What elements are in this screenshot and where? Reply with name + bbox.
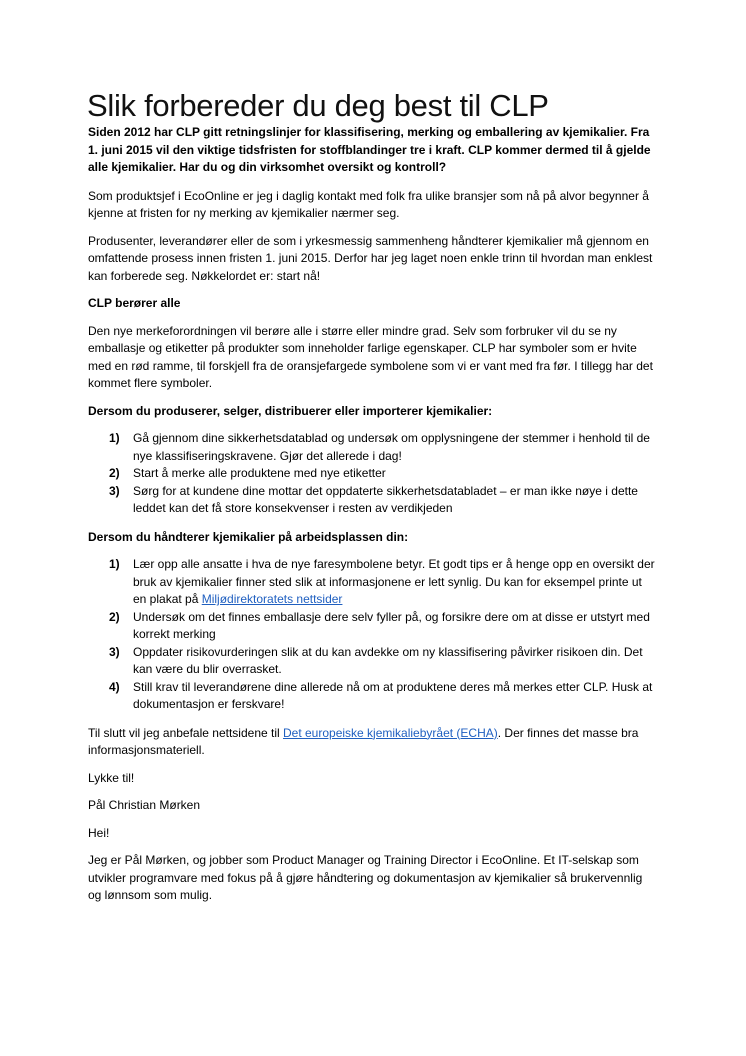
list-number: 1) xyxy=(109,431,120,445)
miljodirektoratet-link[interactable]: Miljødirektoratets nettsider xyxy=(201,592,343,606)
lead-paragraph: Siden 2012 har CLP gitt retningslinjer for klassifisering, merking og emballering av kjemikalier. Fra 1. juni 2015 vil den viktige tidsfristen for stoffblandinger tre i kraft. CLP kommer dermed til å gjelde alle kjemikalier. Har du og din virksomhet oversikt og kontroll? xyxy=(88,125,651,174)
document-page xyxy=(88,88,658,915)
author-bio: Jeg er Pål Mørken, og jobber som Product Manager og Training Director i EcoOnline. Et IT-selskap som utvikler programvare med fokus på å gjøre håndtering og dokumentasjon av kjemikalier så brukervennlig og lønnsom som mulig. xyxy=(88,853,643,902)
greeting: Hei! xyxy=(88,825,110,840)
list-number: 3) xyxy=(109,644,120,659)
closing-text: Til slutt vil jeg anbefale nettsidene til xyxy=(88,725,283,740)
list-item-text: Still krav til leverandørene dine allerede nå om at produktene deres må merkes etter CLP. Husk at dokumentasjon er ferskvare! xyxy=(133,679,653,711)
list-item xyxy=(88,483,658,518)
section-heading-clp: CLP berører alle xyxy=(88,296,181,310)
workplace-steps-list xyxy=(88,556,658,714)
list-item xyxy=(88,609,658,644)
list-item xyxy=(88,465,658,483)
list-number: 2) xyxy=(109,466,120,480)
list-item-text: Oppdater risikovurderingen slik at du kan avdekke om ny klassifisering påvirker risikoen din. Det kan være du blir overrasket. xyxy=(133,644,643,676)
list-item xyxy=(88,430,658,465)
list-item-text: Start å merke alle produktene med nye etiketter xyxy=(133,466,386,480)
list-item-text: Undersøk om det finnes emballasje dere selv fyller på, og forsikre dere om at disse er utstyrt med korrekt merking xyxy=(133,609,650,641)
sign-off: Lykke til! xyxy=(88,770,135,785)
section-heading-workplace: Dersom du håndterer kjemikalier på arbeidsplassen din: xyxy=(88,529,409,544)
list-number: 1) xyxy=(109,557,120,571)
intro-paragraph-2: Produsenter, leverandører eller de som i yrkesmessig sammenheng håndterer kjemikalier må gjennom en omfattende prosess innen fristen 1. juni 2015. Derfor har jeg laget noen enkle trinn til hvordan man enklest kan forberede seg. Nøkkelordet er: start nå! xyxy=(88,233,653,283)
list-item-text: Sørg for at kundene dine mottar det oppdaterte sikkerhetsdatabladet – er man ikke nøye i dette leddet kan det få store konsekvenser i resten av verdikjeden xyxy=(133,483,638,515)
section-paragraph-clp: Den nye merkeforordningen vil berøre alle i større eller mindre grad. Selv som forbruker vil du se ny emballasje og etiketter på produkter som inneholder farlige egenskaper. CLP har symboler som er hvite med en rød ramme, til forskjell fra de oransjefargede symbolene som vi er vant med fra før. I tillegg har det kommet flere symboler. xyxy=(88,323,653,390)
author-name: Pål Christian Mørken xyxy=(88,798,201,812)
list-number: 4) xyxy=(109,679,120,694)
section-heading-producers: Dersom du produserer, selger, distribuerer eller importerer kjemikalier: xyxy=(88,403,493,418)
closing-paragraph xyxy=(88,725,658,760)
list-item xyxy=(88,556,658,609)
list-number: 3) xyxy=(109,483,120,498)
list-item xyxy=(88,644,658,679)
page-title: Slik forbereder du deg best til CLP xyxy=(87,88,549,123)
echa-link[interactable]: Det europeiske kjemikaliebyrået (ECHA) xyxy=(283,725,498,740)
list-item-text: Gå gjennom dine sikkerhetsdatablad og undersøk om opplysningene der stemmer i henhold til de nye klassifiseringskravene. Gjør det allerede i dag! xyxy=(133,431,650,463)
producer-steps-list xyxy=(88,430,658,518)
list-number: 2) xyxy=(109,609,120,624)
intro-paragraph-1: Som produktsjef i EcoOnline er jeg i daglig kontakt med folk fra ulike bransjer som nå på alvor begynner å kjenne at fristen for ny merking av kjemikalier nærmer seg. xyxy=(88,188,649,220)
list-item xyxy=(88,679,658,714)
closing-text-end: . Der finnes det masse bra informasjonsmateriell. xyxy=(88,725,639,757)
list-item-text: Lær opp alle ansatte i hva de nye faresymbolene betyr. Et godt tips er å henge opp en oversikt der bruk av kjemikalier finner sted slik at informasjonene er lett synlig. Du kan for eksempel printe ut en plakat på xyxy=(133,557,655,606)
